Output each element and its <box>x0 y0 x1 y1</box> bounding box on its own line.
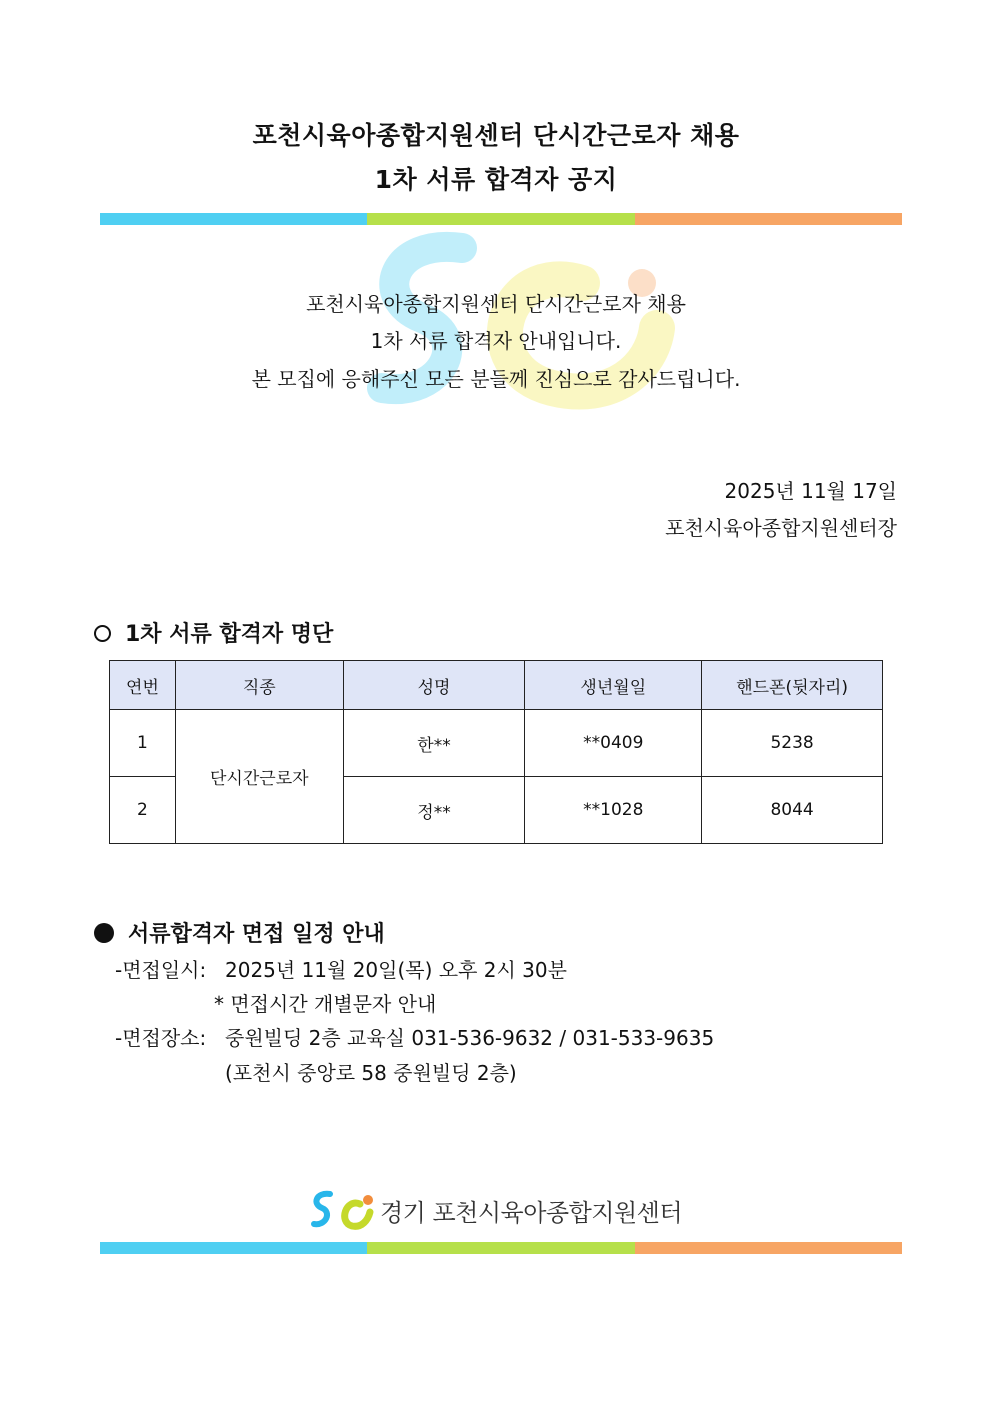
color-bar-green <box>367 1242 634 1254</box>
column-header-birth: 생년월일 <box>525 661 702 710</box>
intro-line-2: 1차 서류 합격자 안내입니다. <box>370 329 622 353</box>
color-bar-orange <box>635 1242 902 1254</box>
cell-name: 한** <box>343 710 525 777</box>
interview-place-value: 중원빌딩 2층 교육실 031-536-9632 / 031-533-9635 <box>225 1026 715 1050</box>
interview-section-heading <box>94 917 385 948</box>
table-header-row <box>110 661 883 710</box>
list-heading-text: 1차 서류 합격자 명단 <box>125 622 334 647</box>
footer-color-bar <box>100 1242 902 1254</box>
cell-birth: **0409 <box>525 710 702 777</box>
column-header-phone: 핸드폰(뒷자리) <box>702 661 883 710</box>
interview-datetime-note: * 면접시간 개별문자 안내 <box>214 992 437 1016</box>
header-color-bar <box>100 213 902 225</box>
applicant-table <box>109 660 883 844</box>
footer-org-name: 경기 포천시육아종합지원센터 <box>380 1199 683 1227</box>
list-section-heading <box>94 617 333 648</box>
notice-signer: 포천시육아종합지원센터장 <box>665 516 897 540</box>
interview-place-label: -면접장소: <box>115 1026 207 1050</box>
interview-place-address: (포천시 중앙로 58 중원빌딩 2층) <box>225 1061 517 1085</box>
cell-job-type: 단시간근로자 <box>175 710 343 844</box>
cell-name: 정** <box>343 777 525 844</box>
intro-line-3: 본 모집에 응해주신 모든 분들께 진심으로 감사드립니다. <box>251 367 741 391</box>
color-bar-blue <box>100 213 367 225</box>
color-bar-orange <box>635 213 902 225</box>
cell-no: 1 <box>110 710 176 777</box>
sci-logo-icon <box>308 1188 380 1232</box>
cell-phone: 5238 <box>702 710 883 777</box>
open-circle-bullet-icon <box>94 625 111 642</box>
column-header-no: 연번 <box>110 661 176 710</box>
cell-no: 2 <box>110 777 176 844</box>
interview-datetime-label: -면접일시: <box>115 958 207 982</box>
interview-datetime-value: 2025년 11월 20일(목) 오후 2시 30분 <box>225 958 567 982</box>
color-bar-green <box>367 213 634 225</box>
cell-phone: 8044 <box>702 777 883 844</box>
cell-birth: **1028 <box>525 777 702 844</box>
filled-circle-bullet-icon <box>94 923 114 943</box>
interview-heading-text: 서류합격자 면접 일정 안내 <box>128 922 385 947</box>
document-subtitle: 1차 서류 합격자 공지 <box>374 165 618 194</box>
document-title: 포천시육아종합지원센터 단시간근로자 채용 <box>252 121 740 150</box>
color-bar-blue <box>100 1242 367 1254</box>
column-header-name: 성명 <box>343 661 525 710</box>
column-header-job: 직종 <box>175 661 343 710</box>
notice-date: 2025년 11월 17일 <box>724 479 897 503</box>
table-row <box>110 710 883 777</box>
intro-line-1: 포천시육아종합지원센터 단시간근로자 채용 <box>306 292 686 316</box>
